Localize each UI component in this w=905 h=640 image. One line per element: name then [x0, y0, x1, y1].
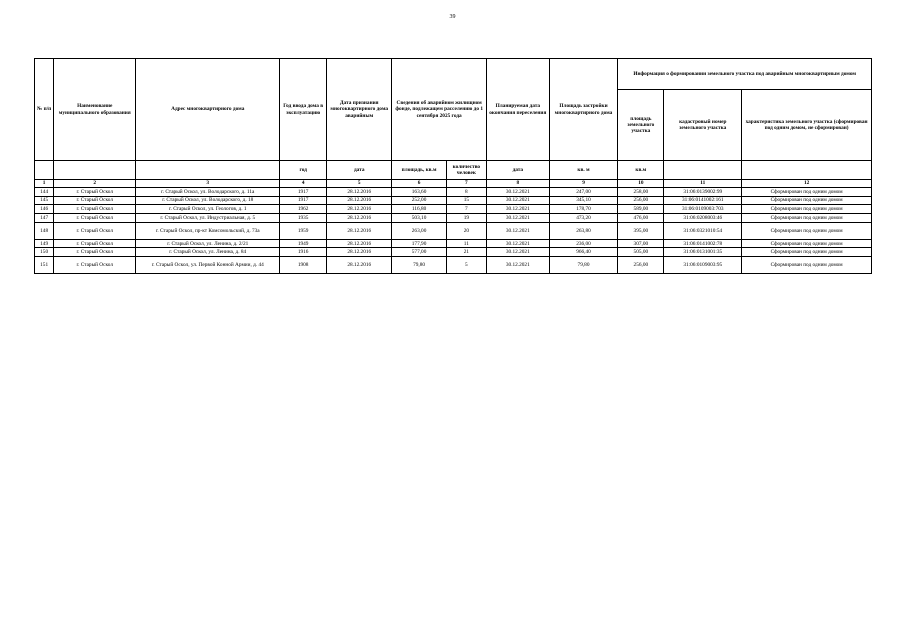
- cell-date: 28.12.2016: [327, 222, 392, 239]
- col-header-housing: Сведения об аварийном жилищном фонде, подлежащем расселению до 1 сентября 2025 года: [392, 59, 487, 161]
- table-row: [35, 248, 872, 257]
- cell-people: 11: [446, 239, 486, 248]
- cell-status: Сформирован под одним домом: [742, 214, 872, 223]
- col-number: 10: [618, 180, 664, 188]
- col-number: 12: [742, 180, 872, 188]
- cell-status: Сформирован под одним домом: [742, 188, 872, 197]
- col-number: 8: [486, 180, 549, 188]
- unit-label: количество человек: [446, 161, 486, 180]
- table-row: [35, 257, 872, 274]
- cell-plan: 30.12.2021: [486, 205, 549, 214]
- housing-table: [34, 58, 872, 274]
- cell-build: 236,00: [549, 239, 618, 248]
- cell-addr: г. Старый Оскол, ул. Володарского, д. 11а: [136, 188, 280, 197]
- cell-date: 28.12.2016: [327, 196, 392, 205]
- cell-plan: 30.12.2021: [486, 239, 549, 248]
- cell-addr: г. Старый Оскол, ул. Индустриальная, д. 5: [136, 214, 280, 223]
- cell-n: 145: [35, 196, 54, 205]
- col-header-date: Дата признания многоквартирного дома аварийным: [327, 59, 392, 161]
- cell-area: 116,80: [392, 205, 446, 214]
- cell-year: 1908: [280, 257, 327, 274]
- col-number: 9: [549, 180, 618, 188]
- cell-plan: 30.12.2021: [486, 188, 549, 197]
- cell-addr: г. Старый Оскол, ул. Володарского, д. 18: [136, 196, 280, 205]
- cell-people: 15: [446, 196, 486, 205]
- cell-cad: 31:06:0131001:35: [664, 248, 742, 257]
- cell-status: Сформирован под одним домом: [742, 196, 872, 205]
- cell-plan: 30.12.2021: [486, 248, 549, 257]
- cell-status: Сформирован под одним домом: [742, 239, 872, 248]
- cell-cad: 31:06:0141002:161: [664, 196, 742, 205]
- cell-n: 148: [35, 222, 54, 239]
- cell-plan: 30.12.2021: [486, 222, 549, 239]
- col-number: 6: [392, 180, 446, 188]
- cell-build: 966,40: [549, 248, 618, 257]
- cell-cad: 31:06:0208003:46: [664, 214, 742, 223]
- cell-area: 577,00: [392, 248, 446, 257]
- col-header-mo: Наименование муниципального образования: [54, 59, 136, 161]
- cell-n: 144: [35, 188, 54, 197]
- table-row: [35, 188, 872, 197]
- cell-build: 178,70: [549, 205, 618, 214]
- col-header-plan: Планируемая дата окончания переселения: [486, 59, 549, 161]
- col-header-land-info: Информация о формировании земельного участка под аварийным многоквартирным домом: [618, 59, 872, 90]
- cell-date: 28.12.2016: [327, 257, 392, 274]
- cell-date: 28.12.2016: [327, 214, 392, 223]
- cell-year: 1917: [280, 196, 327, 205]
- col-number: 3: [136, 180, 280, 188]
- cell-people: 8: [446, 188, 486, 197]
- cell-plan: 30.12.2021: [486, 196, 549, 205]
- cell-status: Сформирован под одним домом: [742, 257, 872, 274]
- cell-year: 1949: [280, 239, 327, 248]
- cell-land: 256,00: [618, 257, 664, 274]
- cell-plan: 30.12.2021: [486, 214, 549, 223]
- cell-land: 476,00: [618, 214, 664, 223]
- cell-land: 505,00: [618, 248, 664, 257]
- cell-cad: 31:06:0109003:95: [664, 257, 742, 274]
- cell-build: 263,80: [549, 222, 618, 239]
- unit-label: год: [280, 161, 327, 180]
- cell-year: 1962: [280, 205, 327, 214]
- cell-date: 28.12.2016: [327, 239, 392, 248]
- cell-cad: 31:06:0321010:54: [664, 222, 742, 239]
- cell-land: 258,00: [618, 188, 664, 197]
- cell-year: 1935: [280, 214, 327, 223]
- cell-date: 28.12.2016: [327, 205, 392, 214]
- unit-label: дата: [327, 161, 392, 180]
- cell-addr: г. Старый Оскол, ул. Первой Конной Армии, д. 44: [136, 257, 280, 274]
- cell-mo: г. Старый Оскол: [54, 196, 136, 205]
- cell-build: 247,00: [549, 188, 618, 197]
- cell-build: 473,20: [549, 214, 618, 223]
- cell-mo: г. Старый Оскол: [54, 214, 136, 223]
- unit-label: кв. м: [549, 161, 618, 180]
- cell-date: 28.12.2016: [327, 248, 392, 257]
- cell-area: 177,90: [392, 239, 446, 248]
- cell-area: 263,00: [392, 222, 446, 239]
- cell-n: 151: [35, 257, 54, 274]
- cell-addr: г. Старый Оскол, пр-кт Комсомольский, д. 73а: [136, 222, 280, 239]
- cell-land: 589,00: [618, 205, 664, 214]
- page-number: 39: [449, 14, 456, 20]
- col-header-address: Адрес многоквартирного дома: [136, 59, 280, 161]
- table-row: [35, 214, 872, 223]
- col-header-num: № п/п: [35, 59, 54, 161]
- cell-n: 146: [35, 205, 54, 214]
- cell-cad: 31:06:0139002:99: [664, 188, 742, 197]
- cell-cad: 31:06:0141002:78: [664, 239, 742, 248]
- table-row: [35, 205, 872, 214]
- cell-land: 395,00: [618, 222, 664, 239]
- table-row: [35, 239, 872, 248]
- cell-people: 20: [446, 222, 486, 239]
- col-number: 5: [327, 180, 392, 188]
- cell-people: 7: [446, 205, 486, 214]
- unit-label: площадь, кв.м: [392, 161, 446, 180]
- cell-addr: г. Старый Оскол, ул. Ленина, д. 84: [136, 248, 280, 257]
- col-header-status: характеристика земельного участка (сформирован под одним домом, не сформирован): [742, 90, 872, 161]
- cell-area: 503,10: [392, 214, 446, 223]
- cell-land: 256,00: [618, 196, 664, 205]
- cell-plan: 30.12.2021: [486, 257, 549, 274]
- cell-build: 79,80: [549, 257, 618, 274]
- table-row: [35, 196, 872, 205]
- cell-addr: г. Старый Оскол, ул. Ленина, д. 2/21: [136, 239, 280, 248]
- cell-cad: 31:06:0109003:703: [664, 205, 742, 214]
- col-header-year: Год ввода дома в эксплуатацию: [280, 59, 327, 161]
- cell-people: 5: [446, 257, 486, 274]
- cell-year: 1916: [280, 248, 327, 257]
- cell-n: 150: [35, 248, 54, 257]
- cell-n: 147: [35, 214, 54, 223]
- unit-label: кв.м: [618, 161, 664, 180]
- cell-mo: г. Старый Оскол: [54, 222, 136, 239]
- cell-people: 21: [446, 248, 486, 257]
- cell-status: Сформирован под одним домом: [742, 205, 872, 214]
- cell-year: 1959: [280, 222, 327, 239]
- cell-area: 252,00: [392, 196, 446, 205]
- cell-addr: г. Старый Оскол, ул. Геологов, д. 1: [136, 205, 280, 214]
- cell-mo: г. Старый Оскол: [54, 257, 136, 274]
- cell-year: 1917: [280, 188, 327, 197]
- cell-status: Сформирован под одним домом: [742, 248, 872, 257]
- col-header-cadastral: кадастровый номер земельного участка: [664, 90, 742, 161]
- cell-status: Сформирован под одним домом: [742, 222, 872, 239]
- col-number: 7: [446, 180, 486, 188]
- cell-mo: г. Старый Оскол: [54, 205, 136, 214]
- cell-people: 19: [446, 214, 486, 223]
- cell-date: 28.12.2016: [327, 188, 392, 197]
- cell-land: 307,00: [618, 239, 664, 248]
- cell-mo: г. Старый Оскол: [54, 188, 136, 197]
- cell-mo: г. Старый Оскол: [54, 239, 136, 248]
- cell-area: 163,60: [392, 188, 446, 197]
- cell-n: 149: [35, 239, 54, 248]
- col-header-build: Площадь застройки многоквартирного дома: [549, 59, 618, 161]
- cell-area: 79,80: [392, 257, 446, 274]
- col-number: 4: [280, 180, 327, 188]
- col-header-land-area: площадь земельного участка: [618, 90, 664, 161]
- cell-build: 345,10: [549, 196, 618, 205]
- unit-label: дата: [486, 161, 549, 180]
- col-number: 1: [35, 180, 54, 188]
- col-number: 2: [54, 180, 136, 188]
- cell-mo: г. Старый Оскол: [54, 248, 136, 257]
- table-row: [35, 222, 872, 239]
- col-number: 11: [664, 180, 742, 188]
